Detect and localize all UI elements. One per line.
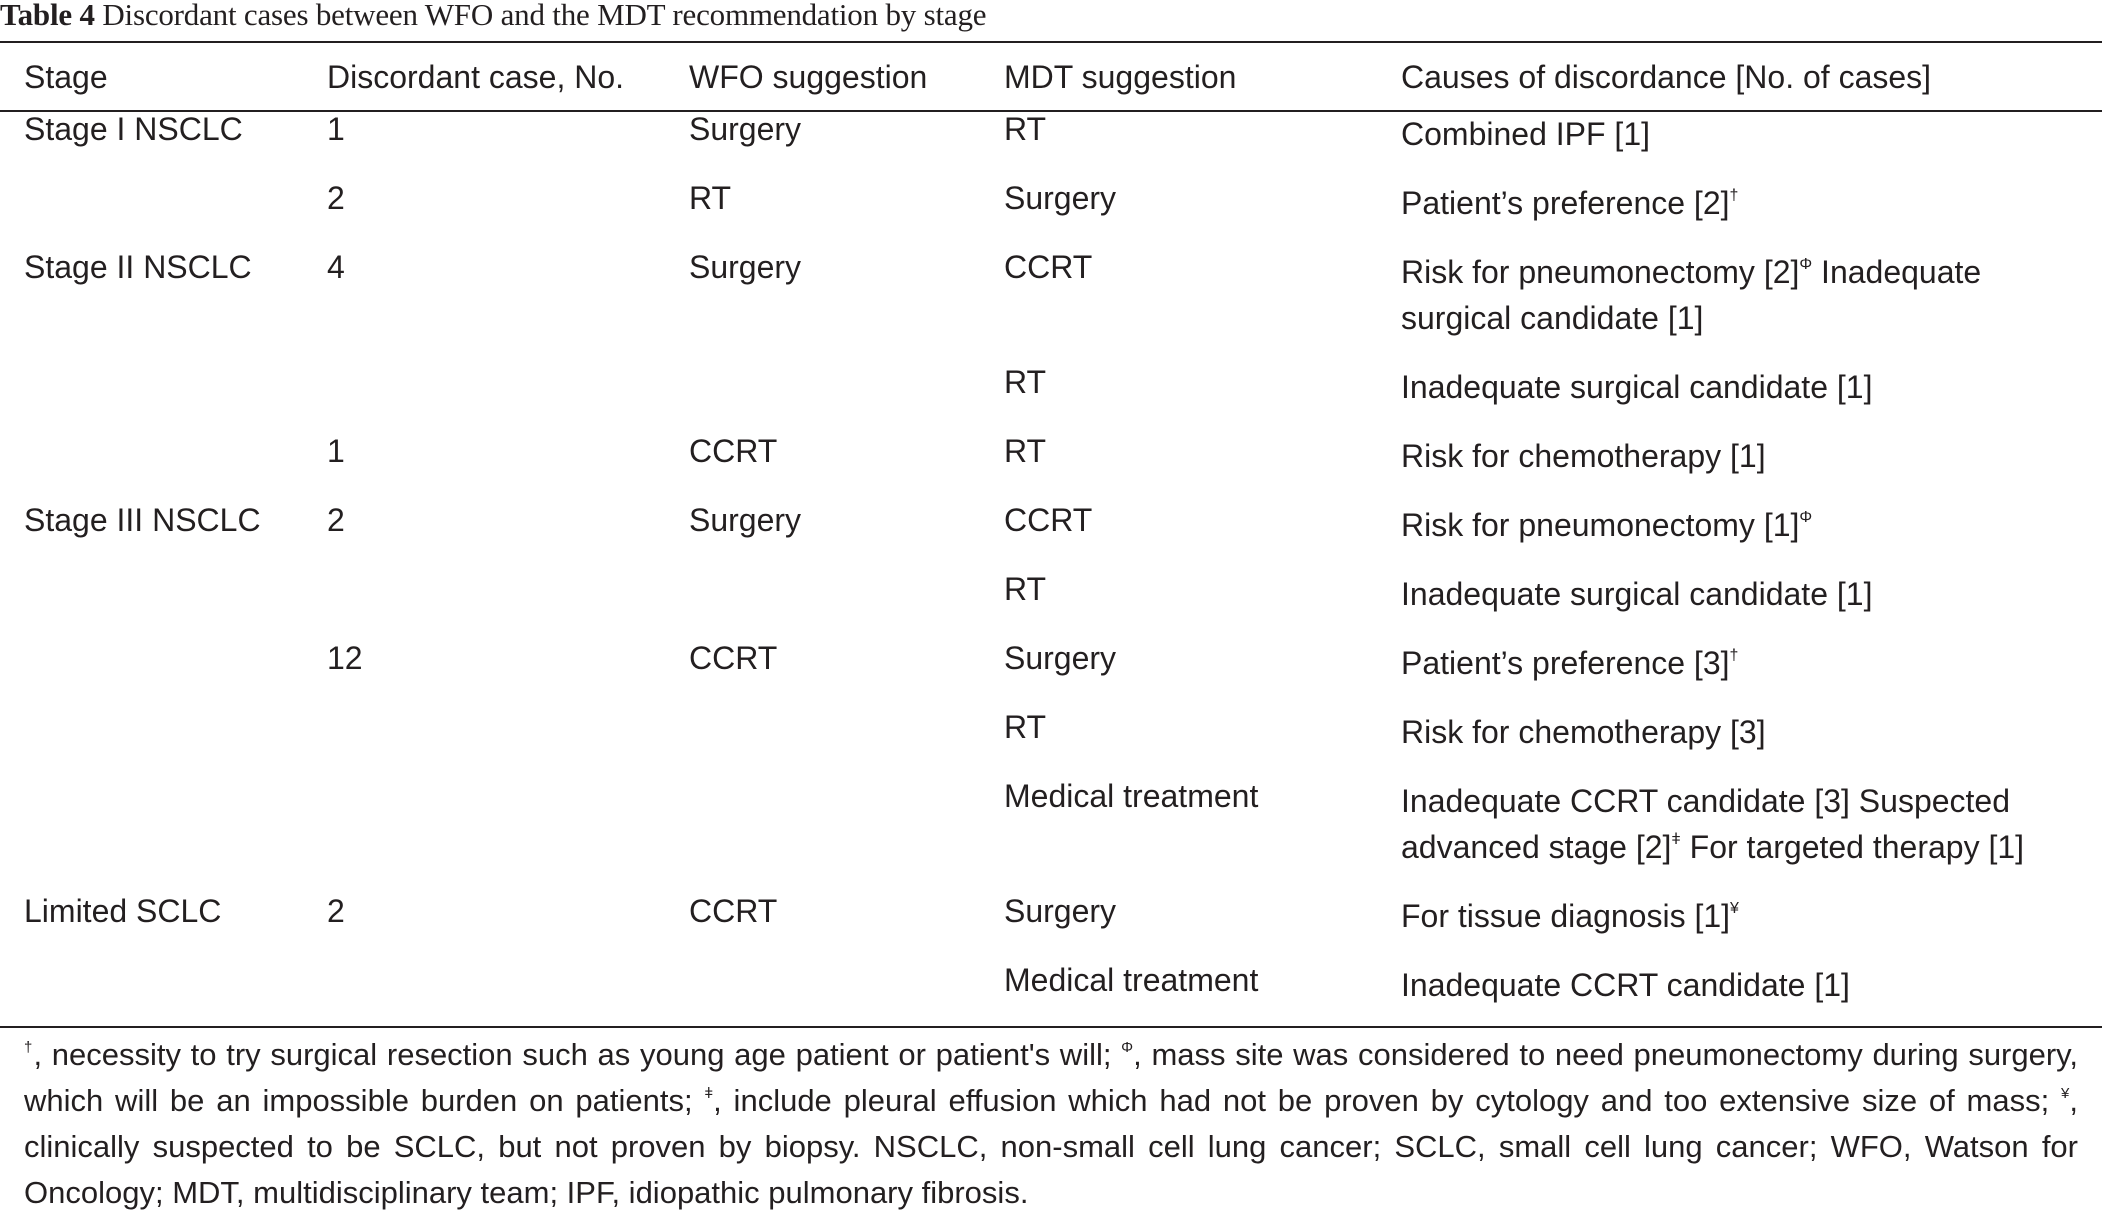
cell-stage: Stage II NSCLC xyxy=(24,249,252,285)
footnote-mark: † xyxy=(1729,187,1739,204)
table-title: Discordant cases between WFO and the MDT recommendation by stage xyxy=(102,0,987,32)
table-row xyxy=(0,893,2102,962)
cell-count xyxy=(327,962,689,1031)
cause-text: Risk for chemotherapy [3] xyxy=(1401,714,1766,750)
cell-count xyxy=(327,778,689,893)
cell-mdt: Medical treatment xyxy=(1004,778,1259,814)
cell-wfo xyxy=(689,364,1004,433)
cell-count xyxy=(327,364,689,433)
cell-count xyxy=(327,571,689,640)
cell-mdt: RT xyxy=(1004,111,1047,147)
cell-cause xyxy=(1401,180,2102,249)
cell-count: 2 xyxy=(327,180,345,216)
cell-mdt: Surgery xyxy=(1004,893,1117,929)
cell-cause xyxy=(1401,364,2102,433)
table-number: Table 4 xyxy=(0,0,95,32)
cell-stage xyxy=(0,778,327,893)
cell-cause xyxy=(1401,111,2102,180)
table-row xyxy=(0,571,2102,640)
table-footnote xyxy=(24,1032,2078,1216)
cause-text: Risk for pneumonectomy [2] xyxy=(1401,254,1800,290)
table-row xyxy=(0,433,2102,502)
cell-wfo xyxy=(689,571,1004,640)
cell-stage: Stage I NSCLC xyxy=(24,111,243,147)
table-row xyxy=(0,709,2102,778)
table-row xyxy=(0,962,2102,1031)
cause-text: Combined IPF [1] xyxy=(1401,116,1650,152)
cell-stage xyxy=(0,709,327,778)
header-discordant-count: Discordant case, No. xyxy=(327,59,625,95)
cell-count: 4 xyxy=(327,249,345,285)
table-caption xyxy=(0,0,986,40)
cell-stage xyxy=(0,640,327,709)
table-row xyxy=(0,502,2102,571)
cell-stage xyxy=(0,571,327,640)
cell-cause xyxy=(1401,640,2102,709)
header-stage: Stage xyxy=(24,59,108,95)
cause-text: For tissue diagnosis [1] xyxy=(1401,898,1731,934)
cell-stage xyxy=(0,962,327,1031)
footnote-text: , include pleural effusion which had not be proven by cytology and too extensive size of mass; xyxy=(713,1083,2062,1118)
cell-wfo: CCRT xyxy=(689,640,778,676)
header-causes: Causes of discordance [No. of cases] xyxy=(1401,59,1932,95)
cell-cause xyxy=(1401,502,2102,571)
cell-wfo: CCRT xyxy=(689,433,778,469)
footnote-mark: ¥ xyxy=(2061,1085,2070,1102)
cell-wfo: Surgery xyxy=(689,249,802,285)
cell-mdt: Surgery xyxy=(1004,180,1117,216)
cell-mdt: Medical treatment xyxy=(1004,962,1259,998)
cause-text: Inadequate CCRT candidate [3] Suspected advanced stage [2] xyxy=(1401,783,2011,865)
footnote-mark: Φ xyxy=(1799,509,1813,526)
cell-mdt: CCRT xyxy=(1004,502,1093,538)
cause-text: Patient’s preference [2] xyxy=(1401,185,1730,221)
footnote-mark: † xyxy=(24,1039,34,1056)
cell-cause xyxy=(1401,249,2102,364)
header-row xyxy=(0,43,2102,111)
footnote-mark: ǂ xyxy=(704,1085,714,1102)
cause-text: Risk for chemotherapy [1] xyxy=(1401,438,1766,474)
cell-wfo: Surgery xyxy=(689,111,802,147)
footnote-text: , clinically suspected to be SCLC, but not proven by biopsy. NSCLC, non-small cell lung cancer; SCLC, small cell lung cancer; WFO, Watson for Oncology; MDT, multidisciplinary team; IPF, idiopathic pulmonary fibrosis. xyxy=(24,1083,2078,1210)
table-row xyxy=(0,111,2102,180)
table-row xyxy=(0,180,2102,249)
footnote-mark: ¥ xyxy=(1730,900,1739,917)
cell-count: 2 xyxy=(327,502,345,538)
header-mdt-suggestion: MDT suggestion xyxy=(1004,59,1237,95)
cell-mdt: RT xyxy=(1004,364,1047,400)
cell-wfo: RT xyxy=(689,180,732,216)
cause-text: For targeted therapy [1] xyxy=(1680,829,2025,865)
cell-count: 1 xyxy=(327,433,345,469)
cell-count: 2 xyxy=(327,893,345,929)
table-row xyxy=(0,364,2102,433)
footnote-text: , necessity to try surgical resection such as young age patient or patient's will; xyxy=(33,1037,1122,1072)
header-wfo-suggestion: WFO suggestion xyxy=(689,59,928,95)
cell-count xyxy=(327,709,689,778)
cell-stage xyxy=(0,180,327,249)
cause-text: Inadequate surgical candidate [1] xyxy=(1401,369,1873,405)
cell-count: 12 xyxy=(327,640,363,676)
cell-cause xyxy=(1401,571,2102,640)
cell-stage xyxy=(0,433,327,502)
footnote-mark: Φ xyxy=(1799,256,1813,273)
cell-mdt: Surgery xyxy=(1004,640,1117,676)
cause-text: Inadequate CCRT candidate [1] xyxy=(1401,967,1850,1003)
footnote-mark: † xyxy=(1729,647,1739,664)
cause-text: Inadequate surgical candidate [1] xyxy=(1401,576,1873,612)
cell-cause xyxy=(1401,962,2102,1031)
cell-cause xyxy=(1401,709,2102,778)
discordance-table xyxy=(0,43,2102,1031)
cell-cause xyxy=(1401,433,2102,502)
cell-mdt: RT xyxy=(1004,709,1047,745)
cause-text: Inadequate surgical candidate [1] xyxy=(1401,254,1982,336)
cell-cause xyxy=(1401,893,2102,962)
cause-text: Risk for pneumonectomy [1] xyxy=(1401,507,1800,543)
cell-mdt: RT xyxy=(1004,433,1047,469)
cell-stage: Limited SCLC xyxy=(24,893,222,929)
cell-stage xyxy=(0,364,327,433)
cell-count: 1 xyxy=(327,111,345,147)
cell-stage: Stage III NSCLC xyxy=(24,502,261,538)
cell-wfo: CCRT xyxy=(689,893,778,929)
footnote-text: , mass site was considered to need pneumonectomy during surgery, which will be an impossible burden on patients; xyxy=(24,1037,2078,1118)
cell-wfo xyxy=(689,778,1004,893)
cell-mdt: CCRT xyxy=(1004,249,1093,285)
footnote-mark: ǂ xyxy=(1671,831,1681,848)
footnote-mark: Φ xyxy=(1121,1039,1134,1056)
table-row xyxy=(0,249,2102,364)
cell-wfo xyxy=(689,709,1004,778)
cell-wfo: Surgery xyxy=(689,502,802,538)
cell-mdt: RT xyxy=(1004,571,1047,607)
cell-wfo xyxy=(689,962,1004,1031)
table-row xyxy=(0,640,2102,709)
cell-cause xyxy=(1401,778,2102,893)
cause-text: Patient’s preference [3] xyxy=(1401,645,1730,681)
table-row xyxy=(0,778,2102,893)
